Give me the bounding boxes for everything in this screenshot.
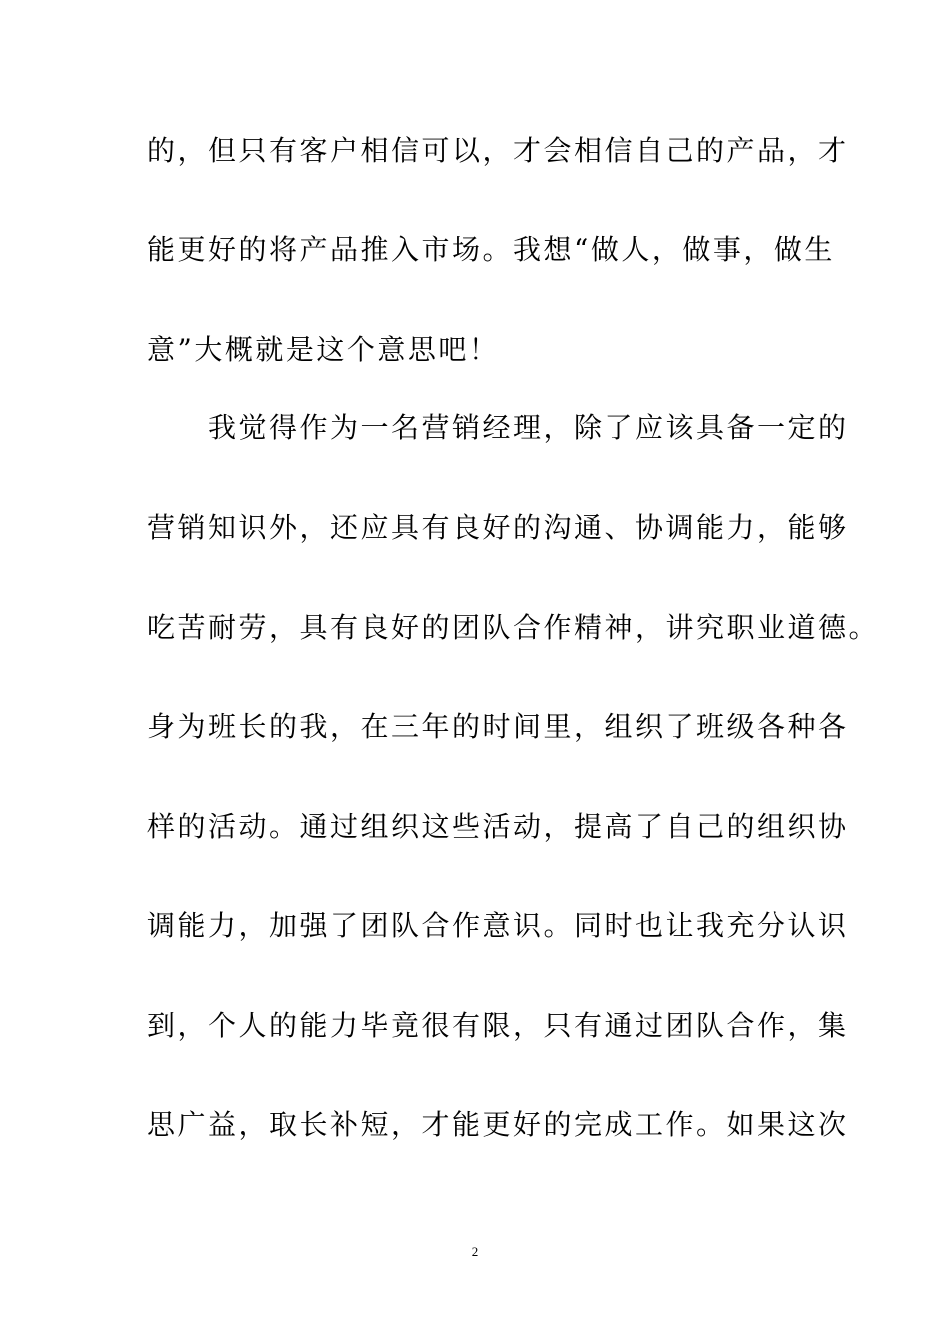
paragraph-first-line: 我觉得作为一名营销经理，除了应该具备一定的 bbox=[147, 411, 849, 444]
page-number: 2 bbox=[471, 1244, 479, 1259]
text-line: 身为班长的我，在三年的时间里，组织了班级各种各 bbox=[147, 710, 849, 743]
text-line: 的，但只有客户相信可以，才会相信自己的产品，才 bbox=[147, 134, 849, 167]
text-line: 吃苦耐劳，具有良好的团队合作精神，讲究职业道德。 bbox=[147, 611, 880, 644]
text-line: 思广益，取长补短，才能更好的完成工作。如果这次 bbox=[147, 1108, 849, 1141]
text-line: 样的活动。通过组织这些活动，提高了自己的组织协 bbox=[147, 810, 849, 843]
text-line: 能更好的将产品推入市场。我想“做人，做事，做生 bbox=[147, 233, 835, 266]
text-line: 到，个人的能力毕竟很有限，只有通过团队合作，集 bbox=[147, 1009, 849, 1042]
text-line: 调能力，加强了团队合作意识。同时也让我充分认识 bbox=[147, 909, 849, 942]
text-line: 营销知识外，还应具有良好的沟通、协调能力，能够 bbox=[147, 511, 849, 544]
text-line: 意”大概就是这个意思吧！ bbox=[147, 333, 500, 366]
